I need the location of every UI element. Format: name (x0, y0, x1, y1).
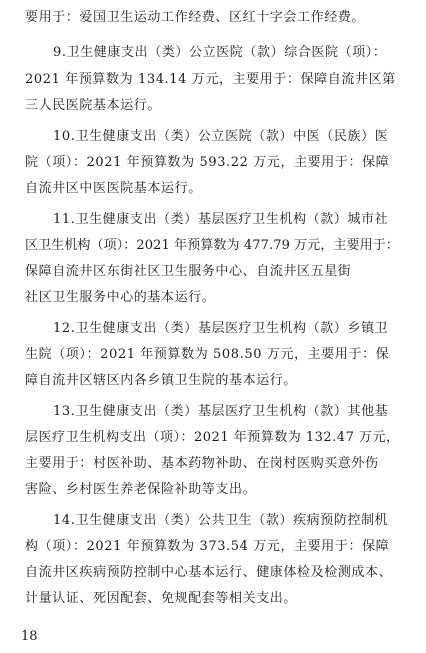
text-line: 三人民医院基本运行。 (25, 98, 162, 113)
text-line: 自流井区中医医院基本运行。 (25, 181, 202, 196)
text-line: 自流井区疾病预防控制中心基本运行、健康体检及检测成本、 (25, 565, 393, 580)
text-line: 2021 年预算数为 134.14 万元，主要用于：保障自流井区第 (25, 72, 396, 87)
text-line: 9.卫生健康支出（类）公立医院（款）综合医院（项）： (53, 45, 387, 60)
text-line: 层医疗卫生机构支出（项）：2021 年预算数为 132.47 万元， (25, 430, 400, 445)
text-line: 生院（项）：2021 年预算数为 508.50 万元，主要用于：保 (25, 347, 390, 362)
text-line: 害险、乡村医生养老保险补助等支出。 (25, 482, 257, 497)
text-line: 主要用于：村医补助、基本药物补助、在岗村医购买意外伤 (25, 456, 379, 471)
text-line: 10.卫生健康支出（类）公立医院（款）中医（民族）医 (53, 129, 389, 144)
text-line: 保障自流井区东街社区卫生服务中心、自流井区五星街 (25, 264, 352, 279)
page-number: 18 (21, 629, 38, 644)
text-line: 计量认证、死因配套、免规配套等相关支出。 (25, 591, 298, 606)
text-line: 13.卫生健康支出（类）基层医疗卫生机构（款）其他基 (53, 404, 389, 419)
text-line: 12.卫生健康支出（类）基层医疗卫生机构（款）乡镇卫 (53, 321, 389, 336)
text-line: 要用于：爱国卫生运动工作经费、区红十字会工作经费。 (25, 10, 366, 25)
text-line: 14.卫生健康支出（类）公共卫生（款）疾病预防控制机 (53, 513, 389, 528)
text-line: 11.卫生健康支出（类）基层医疗卫生机构（款）城市社 (53, 212, 389, 227)
text-line: 障自流井区辖区内各乡镇卫生院的基本运行。 (25, 373, 298, 388)
text-line: 院（项）：2021 年预算数为 593.22 万元，主要用于：保障 (25, 155, 390, 170)
text-line: 社区卫生服务中心的基本运行。 (25, 290, 216, 305)
text-line: 构（项）：2021 年预算数为 373.54 万元，主要用于：保障 (25, 539, 390, 554)
text-line: 区卫生机构（项）：2021 年预算数为 477.79 万元，主要用于： (25, 238, 399, 253)
